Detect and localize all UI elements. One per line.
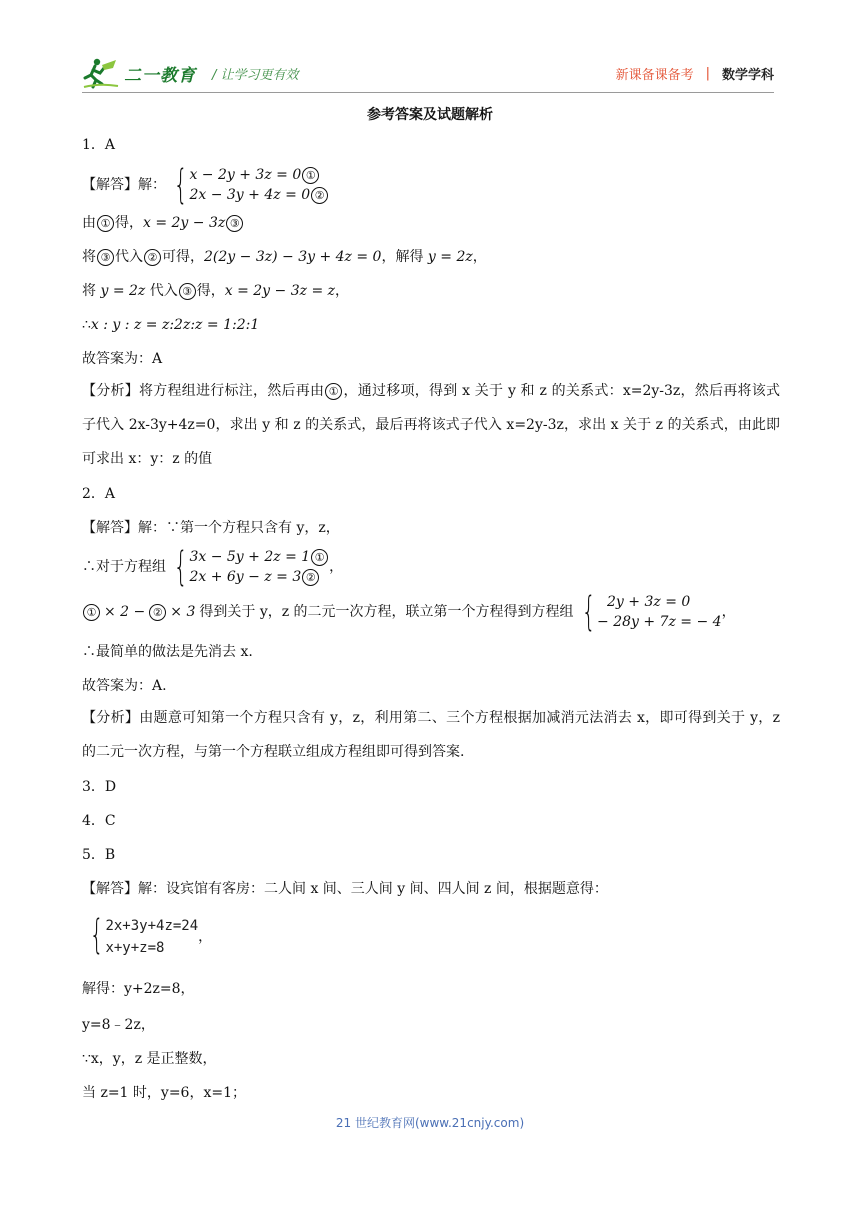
q2-result-eq1: 2y + 3z = 0 <box>607 594 691 610</box>
q2-system-line <box>82 544 780 590</box>
q1-step-1 <box>82 212 780 234</box>
text: 由 <box>82 215 96 231</box>
q5-step-4: 当 z=1 时，y=6，x=1； <box>82 1085 246 1101</box>
text: ， <box>721 604 736 620</box>
brace-icon: { <box>173 544 188 590</box>
q2-eq1: 3x − 5y + 2z = 1 <box>189 549 311 565</box>
q5-eq2: x+y+z=8 <box>105 940 165 956</box>
q5-eq1: 2x+3y+4z=24 <box>105 918 199 934</box>
header-divider <box>82 92 774 93</box>
q5-system-image <box>82 912 780 962</box>
logo-text: 二一教育 <box>124 65 196 86</box>
q4-answer: 4．C <box>82 813 116 829</box>
q2-answer: 故答案为：A. <box>82 678 167 694</box>
circled-1: ① <box>83 604 100 621</box>
text: 代入 <box>149 283 178 299</box>
brace-icon: { <box>581 589 596 635</box>
header-subject-label: 数学学科 <box>721 67 774 83</box>
analysis-tag: 【分析】 <box>82 710 140 726</box>
text: ，解得 <box>381 249 424 265</box>
circled-3: ③ <box>97 249 114 266</box>
text: ， <box>198 929 213 945</box>
circled-1: ① <box>325 383 342 400</box>
math: × 3 <box>170 604 196 620</box>
q2-result-system <box>576 589 722 635</box>
circled-1: ① <box>302 167 319 184</box>
q5-solution-line: 【解答】解：设宾馆有客房：二人间 x 间、三人间 y 间、四人间 z 间，根据题意得： <box>82 881 608 897</box>
brace-icon: { <box>173 162 188 208</box>
math: × 2 − <box>104 604 146 620</box>
q5-step-1: 解得：y+2z=8， <box>82 981 195 997</box>
q1-answer: 故答案为：A <box>82 351 163 367</box>
page-footer: 21 世纪教育网(www.21cnjy.com) <box>335 1116 525 1130</box>
page-title: 参考答案及试题解析 <box>367 107 493 123</box>
circled-3: ③ <box>226 215 243 232</box>
text: ， <box>472 249 487 265</box>
slogan: / 让学习更有效 <box>212 67 299 83</box>
circled-1: ① <box>97 215 114 232</box>
therefore-icon: ∴ <box>82 317 91 333</box>
circled-2: ② <box>302 569 319 586</box>
q1-eq1: x − 2y + 3z = 0 <box>189 167 302 183</box>
q2-eq2: 2x + 6y − z = 3 <box>189 569 302 585</box>
runner-logo-icon <box>82 56 120 90</box>
circled-1: ① <box>311 549 328 566</box>
text: ∴对于方程组 <box>82 559 166 575</box>
analysis-tag: 【分析】 <box>82 383 139 399</box>
q5-equation-system <box>84 912 199 959</box>
math: x = 2y − 3z = z <box>224 283 335 299</box>
q5-step-2: y=8﹣2z， <box>82 1017 155 1033</box>
math: y = 2z <box>100 283 146 299</box>
text: 得， <box>115 215 143 231</box>
q3-answer: 3．D <box>82 779 117 795</box>
q1-step-3 <box>82 280 780 302</box>
text: 将 <box>82 249 96 265</box>
q1-number: 1．A <box>82 137 116 153</box>
q1-step-2 <box>82 246 780 268</box>
text: 由题意可知第一个方程只含有 y，z，利用第二、三个方程根据加减消元法消去 x，即可得到关于 y，z 的二元一次方程，与第一个方程联立组成方程组即可得到答案. <box>82 710 780 760</box>
q5-number: 5．B <box>82 847 116 863</box>
math: 2(2y − 3z) − 3y + 4z = 0 <box>204 249 382 265</box>
q1-equation-system <box>168 162 329 208</box>
text: ， <box>335 283 349 299</box>
text: 得到关于 y，z 的二元一次方程，联立第一个方程得到方程组 <box>199 604 574 620</box>
circled-2: ② <box>149 604 166 621</box>
q1-step-4 <box>82 314 780 336</box>
brace-icon: { <box>89 912 104 958</box>
q1-analysis <box>82 374 780 476</box>
text: ， <box>329 559 344 575</box>
text: 可得， <box>162 249 204 265</box>
circled-2: ② <box>311 187 328 204</box>
math: y = 2z <box>427 249 473 265</box>
header-course-label: 新课备课备考 <box>615 67 694 83</box>
math: x : y : z = z:2z:z = 1:2:1 <box>90 317 260 333</box>
q5-step-3: ∵x，y，z 是正整数， <box>82 1051 217 1067</box>
header-right <box>616 64 774 83</box>
brand <box>82 56 299 90</box>
page-header <box>82 54 774 92</box>
text: 将 <box>82 283 96 299</box>
text: 得， <box>196 283 225 299</box>
circled-3: ③ <box>179 283 196 300</box>
q1-eq3: x = 2y − 3z <box>143 215 226 231</box>
text: 代入 <box>115 249 143 265</box>
q2-number: 2．A <box>82 486 116 502</box>
q2-result-eq2: − 28y + 7z = − 4 <box>597 614 722 630</box>
circled-2: ② <box>144 249 161 266</box>
q1-solution-system <box>82 162 780 208</box>
text: ，通过移项，得到 x 关于 y 和 z 的关系式：x=2y-3z，然后再将该式子代入 2x-3y+4z=0，求出 y 和 z 的关系式，最后再将该式子代入 x=2y-3z，求出 x 关于 z 的关系式，由此即可求出 x：y：z 的值 <box>82 383 781 467</box>
header-separator: | <box>705 65 710 81</box>
q2-conclusion: ∴最简单的做法是先消去 x. <box>82 644 253 660</box>
q2-equation-system <box>168 544 329 590</box>
q2-elimination-line <box>82 590 780 634</box>
q1-eq2: 2x − 3y + 4z = 0 <box>189 187 311 203</box>
q2-analysis <box>82 701 780 769</box>
text: 将方程组进行标注，然后再由 <box>139 383 325 399</box>
q1-solution-tag: 【解答】解： <box>82 177 166 193</box>
q2-solution-line: 【解答】解：∵第一个方程只含有 y，z， <box>82 520 340 536</box>
